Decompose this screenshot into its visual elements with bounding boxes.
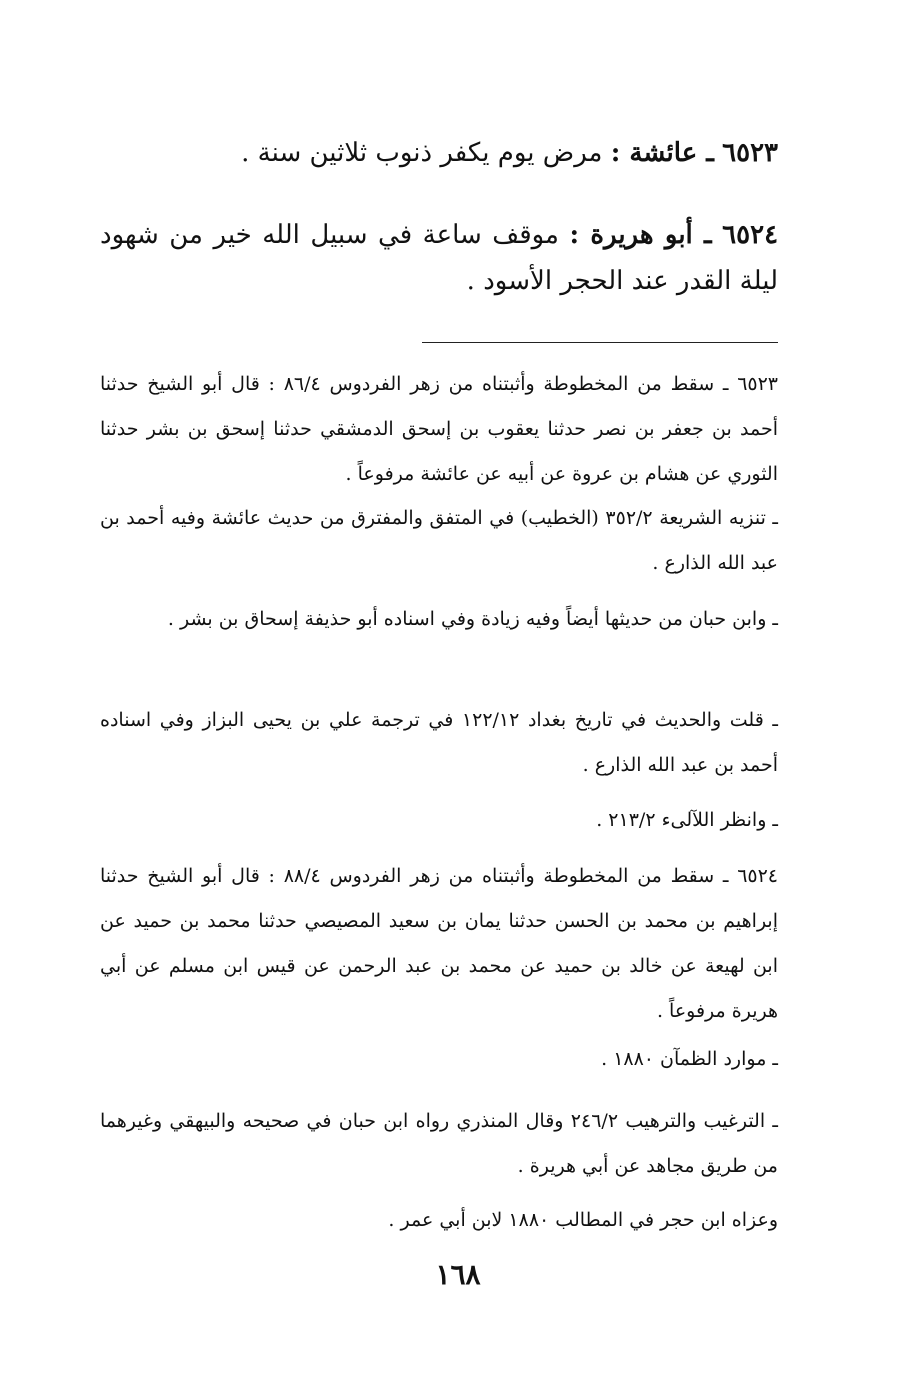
footnote-paragraph: ـ وانظر اللآلىء ٢١٣/٢ . — [596, 809, 778, 831]
hadith-entry — [100, 212, 778, 304]
hadith-narrator: ـ أبو هريرة : — [569, 220, 712, 250]
footnote-paragraph: ـ الترغيب والترهيب ٢٤٦/٢ وقال المنذري رواه ابن حبان في صحيحه والبيهقي وغيرهما من طريق مجاهد عن أبي هريرة . — [100, 1110, 778, 1177]
footnote-paragraph: ـ قلت والحديث في تاريخ بغداد ١٢٢/١٢ في ترجمة علي بن يحيى البزاز وفي اسناده أحمد بن عبد الله الذارع . — [100, 709, 778, 776]
footnote-paragraph: ٦٥٢٣ ـ سقط من المخطوطة وأثبتناه من زهر الفردوس ٨٦/٤ : قال أبو الشيخ حدثنا أحمد بن جعفر بن نصر حدثنا يعقوب بن إسحق الدمشقي حدثنا إسحق بن بشر حدثنا الثوري عن هشام بن عروة عن أبيه عن عائشة مرفوعاً . — [100, 373, 779, 485]
hadith-number: ٦٥٢٤ — [722, 220, 779, 250]
footnote-paragraph: ـ وابن حبان من حديثها أيضاً وفيه زيادة وفي اسناده أبو حذيفة إسحاق بن بشر . — [167, 608, 778, 630]
hadith-text: مرض يوم يكفر ذنوب ثلاثين سنة . — [241, 138, 603, 168]
page-number: ١٦٨ — [435, 1258, 481, 1291]
footnote-paragraph: وعزاه ابن حجر في المطالب ١٨٨٠ لابن أبي عمر . — [388, 1209, 778, 1231]
hadith-text: موقف ساعة في سبيل الله خير من شهود ليلة القدر عند الحجر الأسود . — [100, 220, 778, 296]
hadith-number: ٦٥٢٣ — [722, 138, 778, 168]
footnote-paragraph: ـ تنزيه الشريعة ٣٥٢/٢ (الخطيب) في المتفق والمفترق من حديث عائشة وفيه أحمد بن عبد الله الذارع . — [100, 507, 778, 574]
hadith-narrator: ـ عائشة : — [610, 138, 714, 168]
hadith-entry — [100, 130, 778, 176]
footnote-separator — [422, 342, 778, 343]
footnote-paragraph: ـ موارد الظمآن ١٨٨٠ . — [601, 1048, 778, 1070]
footnote-paragraph: ٦٥٢٤ ـ سقط من المخطوطة وأثبتناه من زهر الفردوس ٨٨/٤ : قال أبو الشيخ حدثنا إبراهيم بن محمد بن الحسن حدثنا يمان بن سعيد المصيصي حدثنا محمد بن حميد عن ابن لهيعة عن خالد بن حميد عن محمد بن عبد الرحمن عن قيس ابن مسلم عن أبي هريرة مرفوعاً . — [100, 865, 779, 1022]
